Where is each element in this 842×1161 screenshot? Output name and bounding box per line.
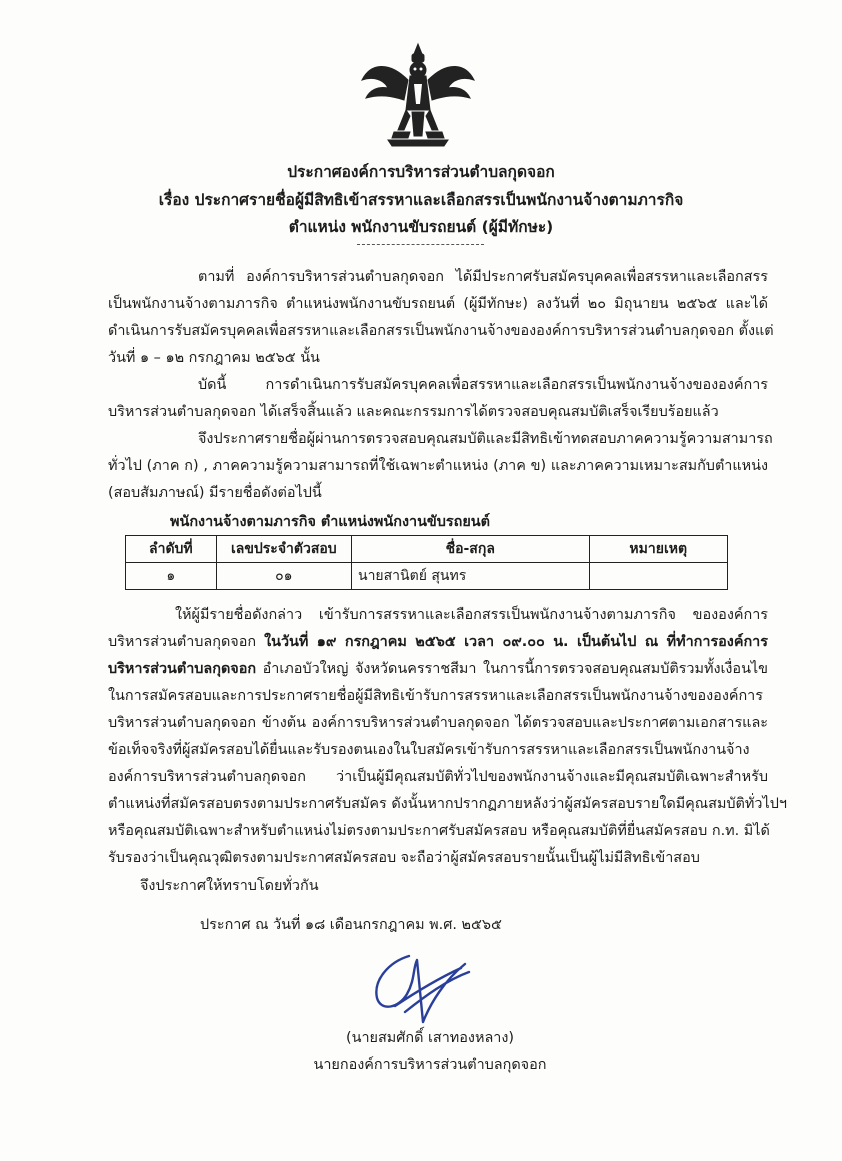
- para4-line10: รับรองว่าเป็นคุณวุฒิตรงตามประกาศสมัครสอบ จะถือว่าผู้สมัครสอบรายนั้นเป็นผู้ไม่มีสิทธิเข้าสอบ: [108, 850, 700, 866]
- col-header-note: หมายเหตุ: [589, 536, 728, 563]
- para1-line3: ดำเนินการรับสมัครบุคคลเพื่อสรรหาและเลือกสรรเป็นพนักงานจ้างขององค์การบริหารส่วนตำบลกุดจอก ตั้งแต่: [108, 323, 774, 339]
- para4-line1: ให้ผู้มีรายชื่อดังกล่าว เข้ารับการสรรหาและเลือกสรรเป็นพนักงานจ้างตามภารกิจ ขององค์การ: [175, 607, 768, 623]
- para4-line5: บริหารส่วนตำบลกุดจอก ข้างต้น องค์การบริหารส่วนตำบลกุดจอก ได้ตรวจสอบและประกาศตามเอกสารและ: [108, 715, 768, 731]
- para4-line3-bold: บริหารส่วนตำบลกุดจอก: [108, 661, 257, 677]
- closing-line: จึงประกาศให้ทราบโดยทั่วกัน: [140, 878, 319, 894]
- para4-line2-bold: ในวันที่ ๑๙ กรกฎาคม ๒๕๖๕ เวลา ๐๙.๐๐ น. เป็นต้นไป ณ ที่ทำการองค์การ: [264, 634, 768, 650]
- header-line-1: ประกาศองค์การบริหารส่วนตำบลกุดจอก: [287, 163, 555, 181]
- para2-line2: บริหารส่วนตำบลกุดจอก ได้เสร็จสิ้นแล้ว และคณะกรรมการได้ตรวจสอบคุณสมบัติเสร็จเรียบร้อยแล้ว: [108, 404, 719, 420]
- para4-line4: ในการสมัครสอบและการประกาศรายชื่อผู้มีสิทธิเข้ารับการสรรหาและเลือกสรรเป็นพนักงานจ้างขององค์การ: [108, 688, 763, 704]
- cell-exam-id: ๐๑: [216, 563, 351, 590]
- table-caption: พนักงานจ้างตามภารกิจ ตำแหน่งพนักงานขับรถยนต์: [170, 514, 490, 530]
- table-row: [126, 563, 728, 590]
- para4-line6: ข้อเท็จจริงที่ผู้สมัครสอบได้ยื่นและรับรองตนเองในใบสมัครเข้ารับการสรรหาและเลือกสรรเป็นพนักงานจ้าง: [108, 742, 750, 758]
- cell-order: ๑: [126, 563, 217, 590]
- para3-line1: จึงประกาศรายชื่อผู้ผ่านการตรวจสอบคุณสมบัติและมีสิทธิเข้าทดสอบภาคความรู้ความสามารถ: [198, 431, 773, 447]
- header-subject: เรื่อง ประกาศรายชื่อผู้มีสิทธิเข้าสรรหาและเลือกสรรเป็นพนักงานจ้างตามภารกิจ: [158, 191, 684, 209]
- col-header-name: ชื่อ-สกุล: [352, 536, 590, 563]
- handwritten-signature: [365, 950, 475, 1030]
- candidate-table: [125, 535, 728, 590]
- cell-name: นายสานิตย์ สุนทร: [352, 563, 590, 590]
- signer-name: (นายสมศักดิ์ เสาทองหลาง): [346, 1030, 514, 1046]
- para1-line2: เป็นพนักงานจ้างตามภารกิจ ตำแหน่งพนักงานขับรถยนต์ (ผู้มีทักษะ) ลงวันที่ ๒๐ มิถุนายน ๒๕๖๕ และได้: [108, 296, 768, 312]
- table-header-row: [126, 536, 728, 563]
- para1-line1: ตามที่ องค์การบริหารส่วนตำบลกุดจอก ได้มีประกาศรับสมัครบุคคลเพื่อสรรหาและเลือกสรร: [198, 269, 768, 285]
- col-header-order: ลำดับที่: [126, 536, 217, 563]
- signer-title: นายกองค์การบริหารส่วนตำบลกุดจอก: [313, 1057, 547, 1073]
- garuda-emblem-icon: [358, 40, 478, 150]
- para4-line8: ตำแหน่งที่สมัครสอบตรงตามประกาศรับสมัคร ดังนั้นหากปรากฏภายหลังว่าผู้สมัครสอบรายใดมีคุณสมบัติทั่วไปฯ: [108, 796, 787, 812]
- para4-line2-start: บริหารส่วนตำบลกุดจอก: [108, 634, 265, 650]
- para4-line7: องค์การบริหารส่วนตำบลกุดจอก ว่าเป็นผู้มีคุณสมบัติทั่วไปของพนักงานจ้างและมีคุณสมบัติเฉพาะสำหรับ: [108, 769, 768, 785]
- header-position: ตำแหน่ง พนักงานขับรถยนต์ (ผู้มีทักษะ): [288, 218, 554, 236]
- para4-line3-rest: อำเภอบัวใหญ่ จังหวัดนครราชสีมา ในการนี้การตรวจสอบคุณสมบัติรวมทั้งเงื่อนไข: [256, 661, 768, 677]
- para3-line2: ทั่วไป (ภาค ก) , ภาคความรู้ความสามารถที่ใช้เฉพาะตำแหน่ง (ภาค ข) และภาคความเหมาะสมกับตำแหน่ง: [108, 458, 768, 474]
- para3-line3: (สอบสัมภาษณ์) มีรายชื่อดังต่อไปนี้: [108, 485, 322, 501]
- header-divider: [357, 244, 484, 245]
- col-header-exam-id: เลขประจำตัวสอบ: [216, 536, 351, 563]
- para4-line2: [108, 632, 768, 652]
- para2-line1: บัดนี้ การดำเนินการรับสมัครบุคคลเพื่อสรรหาและเลือกสรรเป็นพนักงานจ้างขององค์การ: [198, 377, 768, 393]
- para4-line3: [108, 659, 768, 679]
- date-line: ประกาศ ณ วันที่ ๑๘ เดือนกรกฎาคม พ.ศ. ๒๕๖๕: [200, 917, 502, 933]
- cell-note: [589, 563, 728, 590]
- para1-line4: วันที่ ๑ – ๑๒ กรกฎาคม ๒๕๖๕ นั้น: [108, 350, 320, 366]
- para4-line9: หรือคุณสมบัติเฉพาะสำหรับตำแหน่งไม่ตรงตามประกาศรับสมัครสอบ หรือคุณสมบัติที่ยื่นสมัครสอบ ก.ท. มิได้: [108, 823, 770, 839]
